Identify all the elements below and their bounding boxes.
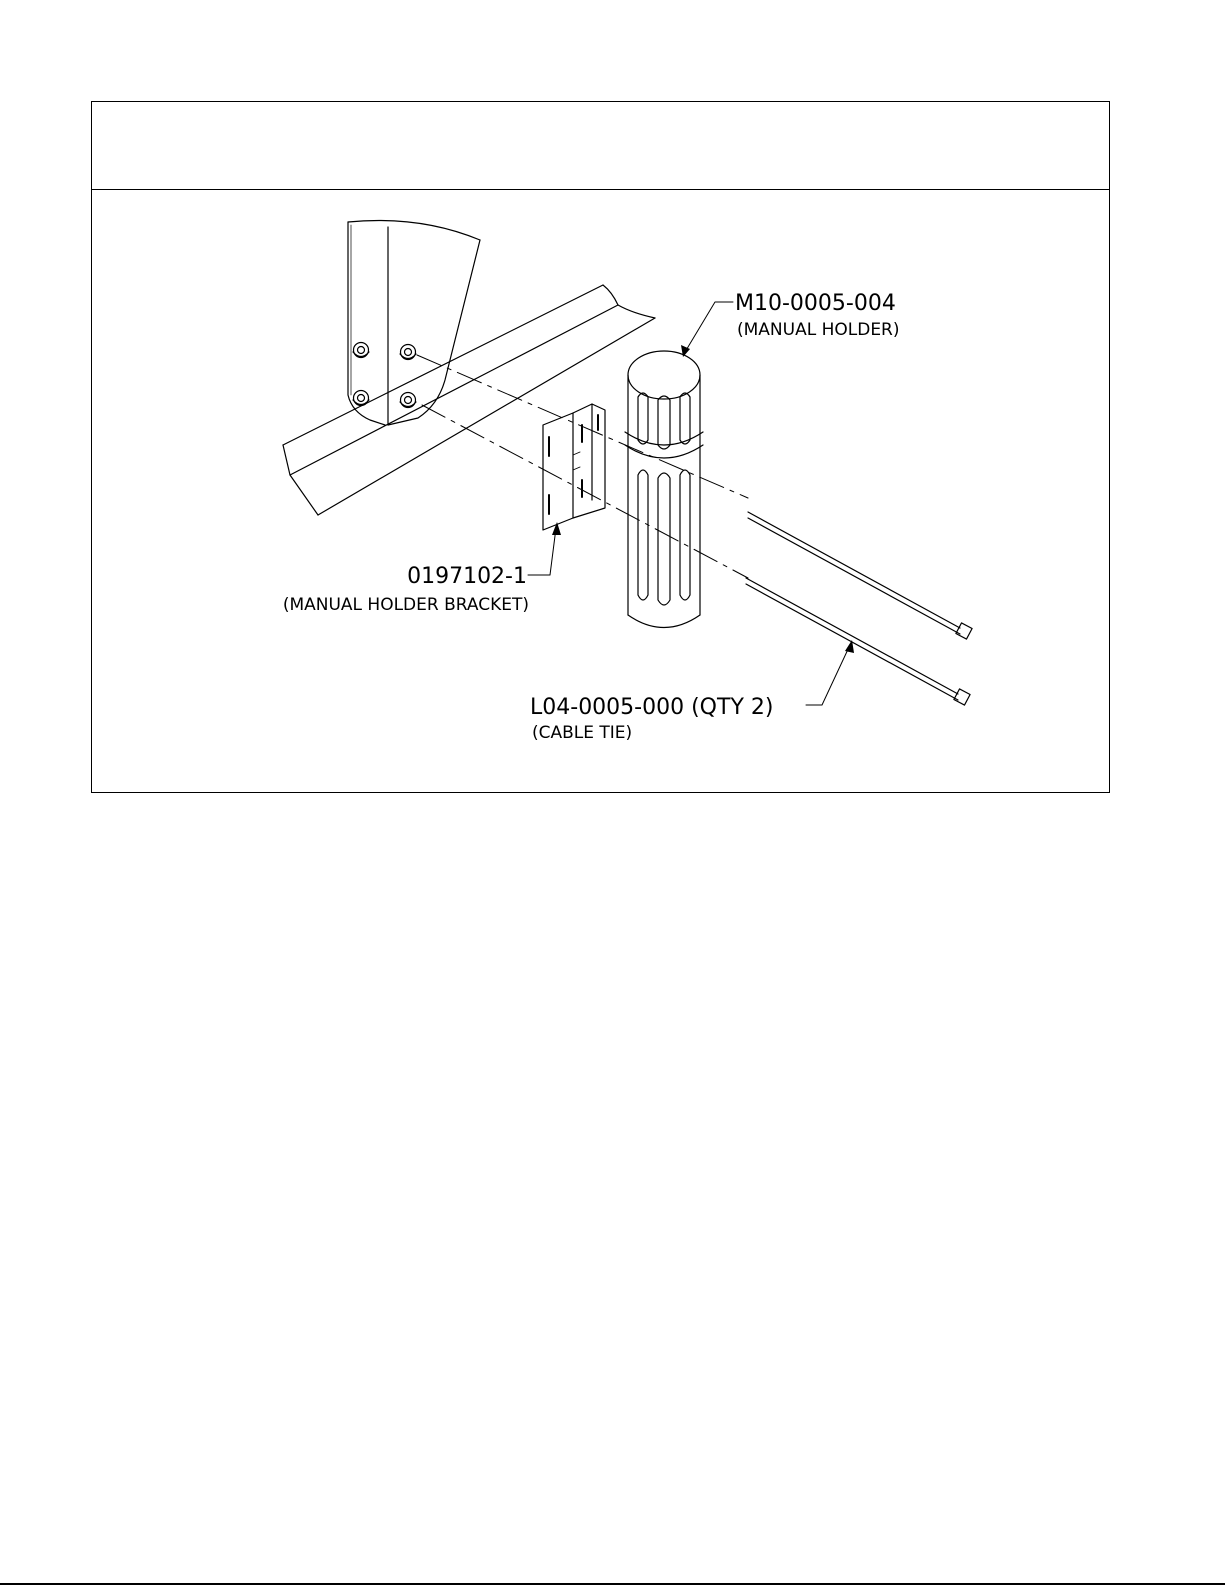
bolt-icon <box>353 343 369 358</box>
bolt-icon <box>353 391 369 406</box>
manual-holder-bracket <box>543 404 605 530</box>
bolt-icon <box>400 345 416 360</box>
callout-manual-holder <box>735 291 900 340</box>
part-number-label: L04-0005-000 (QTY 2) <box>530 695 774 720</box>
part-number-label: M10-0005-004 <box>735 291 896 316</box>
cable-tie-upper <box>748 512 972 639</box>
manual-holder-tube <box>625 351 703 628</box>
post-bolts <box>353 343 416 408</box>
callout-cable-tie <box>530 695 773 743</box>
cable-tie-lower <box>746 578 970 705</box>
part-number-label: 0197102-1 <box>407 564 527 589</box>
part-description-label: (MANUAL HOLDER) <box>737 320 900 340</box>
part-description-label: (CABLE TIE) <box>532 723 633 743</box>
deck-rail <box>283 285 655 515</box>
leader-arrowheads <box>552 345 854 653</box>
part-description-label: (MANUAL HOLDER BRACKET) <box>282 595 529 615</box>
leader-lines <box>528 302 850 705</box>
bolt-icon <box>400 393 416 408</box>
callout-bracket <box>283 564 529 615</box>
assembly-centerlines <box>417 355 748 578</box>
